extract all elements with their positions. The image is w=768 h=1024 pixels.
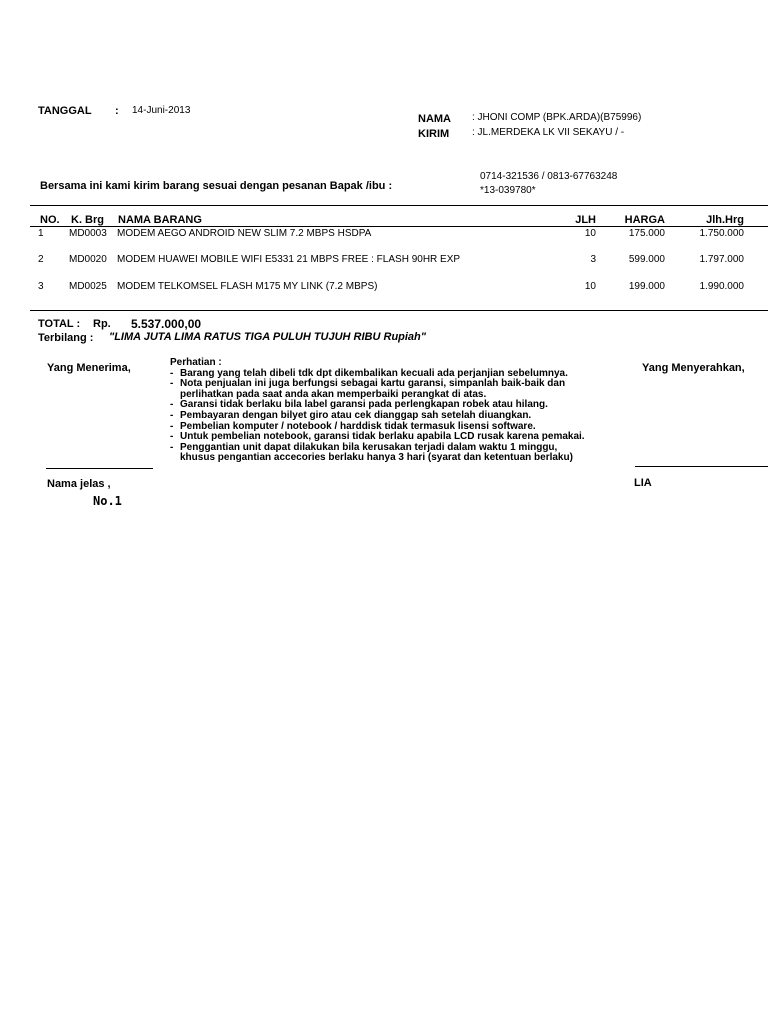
col-header-nama: NAMA BARANG [118,214,202,226]
row-jlh: 10 [584,228,596,239]
col-header-kbrg: K. Brg [71,214,104,226]
row-harga: 599.000 [628,254,665,265]
table-top-rule [30,205,768,206]
row-jlh: 3 [590,254,596,265]
note-item: - Barang yang telah dibeli tdk dpt dikembalikan kecuali ada perjanjian sebelumnya. [170,367,568,379]
total-label: TOTAL : [38,318,81,330]
col-header-harga: HARGA [624,214,665,226]
row-no: 1 [38,228,44,239]
perhatian-notes [170,358,585,464]
table-bottom-rule [30,310,768,311]
row-jlhhrg: 1.750.000 [699,228,744,239]
row-jlhhrg: 1.797.000 [699,254,744,265]
row-nama: MODEM AEGO ANDROID NEW SLIM 7.2 MBPS HSDPA [117,228,372,239]
terbilang-value: "LIMA JUTA LIMA RATUS TIGA PULUH TUJUH RIBU Rupiah" [109,331,426,343]
col-header-jlh: JLH [575,214,596,226]
receiver-signature-line [46,468,153,469]
note-item: - Garansi tidak berlaku bila label garansi pada perlengkapan robek atau hilang. [170,399,548,411]
row-kbrg: MD0020 [69,254,107,265]
nama-value: : JHONI COMP (BPK.ARDA)(B75996) [472,112,642,123]
row-no: 3 [38,281,44,292]
nama-jelas-label: Nama jelas , [47,478,111,490]
note-item: - Untuk pembelian notebook, garansi tidak berlaku apabila LCD rusak karena pemakai. [170,431,585,443]
yang-menyerahkan-label: Yang Menyerahkan, [642,362,745,374]
row-jlhhrg: 1.990.000 [699,281,744,292]
row-nama: MODEM HUAWEI MOBILE WIFI E5331 21 MBPS FREE : FLASH 90HR EXP [117,254,461,265]
row-kbrg: MD0003 [69,228,107,239]
col-header-no: NO. [40,214,60,226]
col-header-jlhhrg: Jlh.Hrg [706,214,744,226]
note-item-continued: khusus pengantian accecories berlaku hanya 3 hari (syarat dan ketentuan berlaku) [180,452,573,464]
row-jlh: 10 [584,281,596,292]
tanggal-value: 14-Juni-2013 [132,105,191,116]
row-nama: MODEM TELKOMSEL FLASH M175 MY LINK (7.2 MBPS) [117,281,378,292]
phone-number: 0714-321536 / 0813-67763248 [480,171,618,182]
intro-text: Bersama ini kami kirim barang sesuai dengan pesanan Bapak /ibu : [40,180,393,192]
nama-label: NAMA [418,113,451,125]
note-item: - Pembelian komputer / notebook / harddisk tidak termasuk lisensi software. [170,420,536,432]
signer-name: LIA [634,477,652,489]
row-no: 2 [38,254,44,265]
row-harga: 199.000 [628,281,665,292]
sender-signature-line [635,466,768,467]
row-harga: 175.000 [628,228,665,239]
total-amount: 5.537.000,00 [131,317,202,331]
row-kbrg: MD0025 [69,281,107,292]
note-item: - Nota penjualan ini juga berfungsi sebagai kartu garansi, simpanlah baik-baik dan [170,378,566,390]
terbilang-label: Terbilang : [38,332,94,344]
note-item: - Penggantian unit dapat dilakukan bila kerusakan terjadi dalam waktu 1 minggu, [170,441,558,453]
kirim-value: : JL.MERDEKA LK VII SEKAYU / - [472,127,625,138]
table-header-rule [30,226,768,227]
perhatian-heading: Perhatian : [170,357,222,368]
total-currency: Rp. [93,318,111,330]
yang-menerima-label: Yang Menerima, [47,362,131,374]
barcode-text: *13-039780* [480,185,536,196]
tanggal-label: TANGGAL [38,105,92,117]
tanggal-colon: : [115,105,119,117]
document-number: No.1 [93,494,122,508]
note-item: - Pembayaran dengan bilyet giro atau cek dianggap sah setelah diuangkan. [170,409,532,421]
kirim-label: KIRIM [418,128,450,140]
note-item-continued: perlihatkan pada saat anda akan memperbaiki perangkat di atas. [180,388,487,400]
